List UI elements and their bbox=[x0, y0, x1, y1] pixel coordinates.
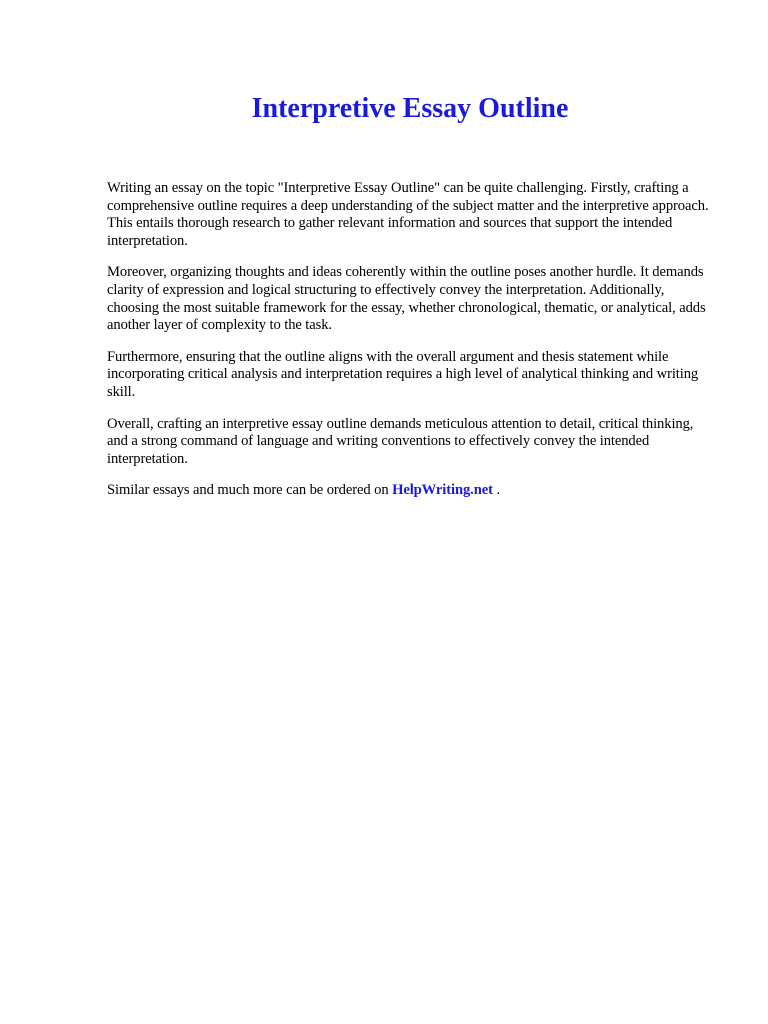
paragraph-4: Overall, crafting an interpretive essay outline demands meticulous attention to detail, critical thinking, and a strong command of language and writing conventions to effectively convey the intended interpretation. bbox=[107, 415, 694, 467]
footer-prefix: Similar essays and much more can be ordered on bbox=[107, 482, 389, 499]
footer-paragraph bbox=[107, 482, 711, 500]
paragraph-3: Furthermore, ensuring that the outline aligns with the overall argument and thesis statement while incorporating critical analysis and interpretation requires a high level of analytical thinking and writing skill. bbox=[107, 348, 699, 400]
paragraph-1: Writing an essay on the topic "Interpretive Essay Outline" can be quite challenging. Firstly, crafting a comprehensive outline requires a deep understanding of the subject matter and the interpretive approach. This entails thorough research to gather relevant information and sources that support the intended interpretation. bbox=[107, 180, 709, 249]
footer-suffix: . bbox=[496, 482, 500, 499]
paragraph-2: Moreover, organizing thoughts and ideas coherently within the outline poses another hurdle. It demands clarity of expression and logical structuring to effectively convey the interpretation. Additionally, choosing the most suitable framework for the essay, whether chronological, thematic, or analytical, adds another layer of complexity to the task. bbox=[107, 264, 706, 334]
essay-body bbox=[107, 180, 711, 514]
page-title: Interpretive Essay Outline bbox=[251, 93, 569, 124]
helpwriting-link[interactable]: HelpWriting.net bbox=[392, 482, 493, 499]
